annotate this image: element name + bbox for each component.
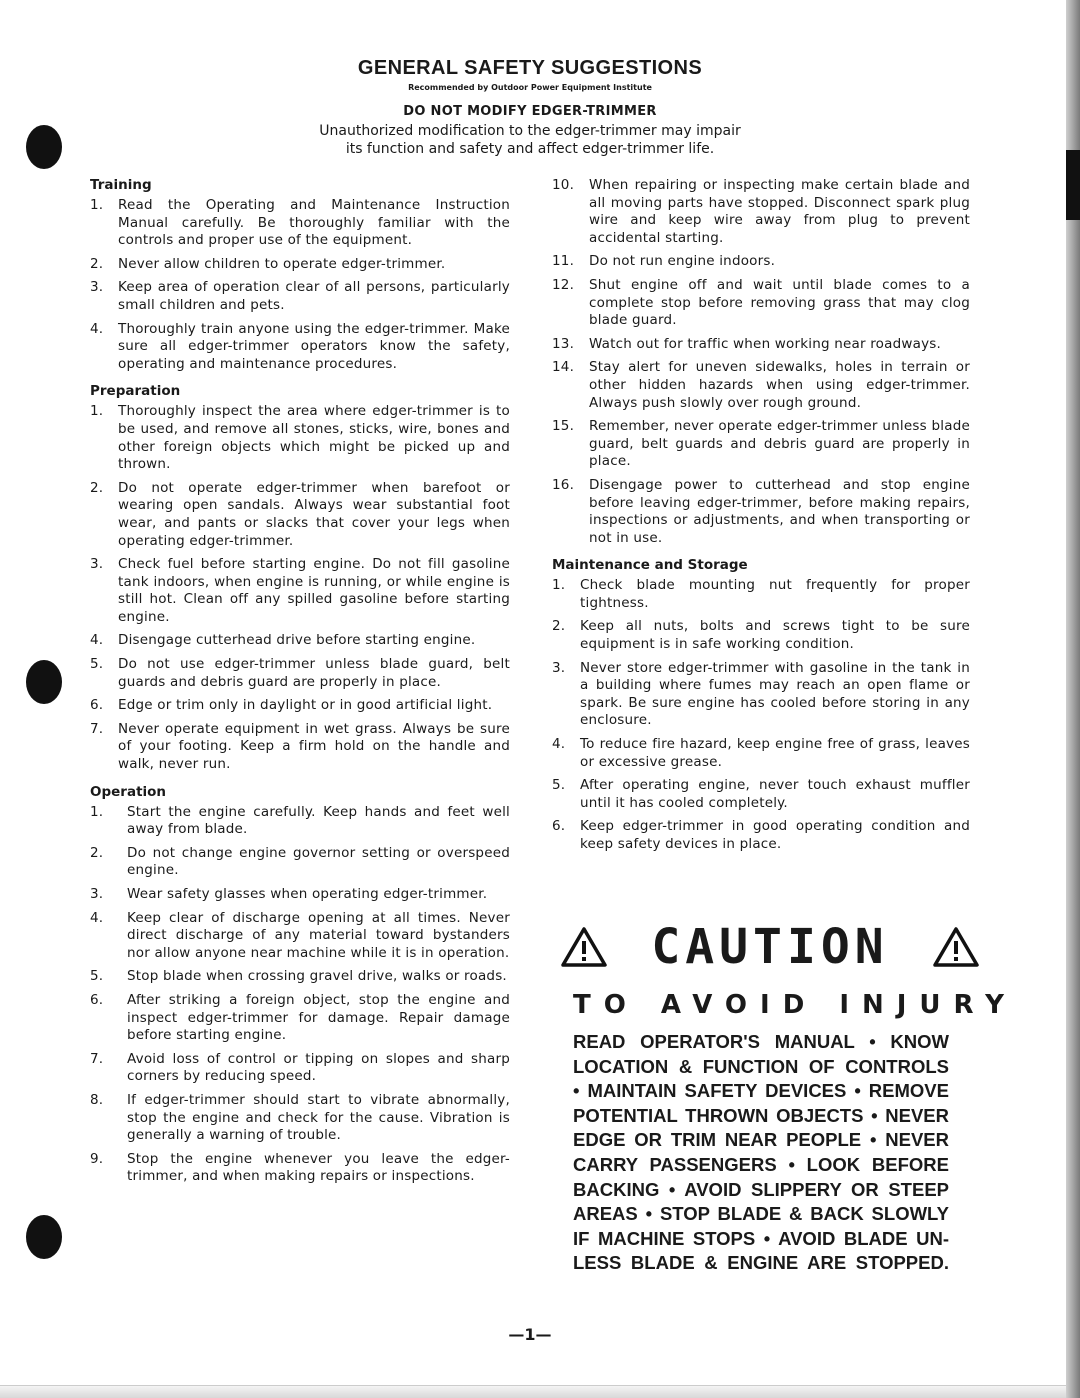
item-text: Remember, never operate edger-trimmer unless blade guard, belt guards and debris guard are properly in place.: [589, 418, 970, 470]
item-number: 6.: [90, 991, 104, 1008]
modify-heading: DO NOT MODIFY EDGER-TRIMMER: [403, 104, 657, 119]
maintenance-item: [552, 777, 970, 812]
operation-item: [90, 968, 510, 986]
item-text: Stop the engine whenever you leave the edger-trimmer, and when making repairs or inspections.: [127, 1150, 510, 1185]
item-number: 11.: [552, 253, 575, 270]
operation-item: [552, 418, 970, 471]
item-text: Do not run engine indoors.: [589, 253, 776, 270]
item-text: Never allow children to operate edger-trimmer.: [118, 255, 446, 272]
item-text: Keep area of operation clear of all persons, particularly small children and pets.: [118, 279, 510, 313]
item-number: 16.: [552, 476, 575, 493]
preparation-item: [90, 403, 510, 473]
item-number: 6.: [552, 818, 566, 835]
preparation-item: [90, 697, 510, 715]
item-number: 12.: [552, 276, 575, 293]
warning-triangle-icon: [560, 926, 608, 968]
item-number: 1.: [90, 197, 104, 213]
operation-item: [90, 910, 510, 963]
item-number: 5.: [90, 968, 104, 985]
item-number: 2.: [552, 618, 566, 635]
item-number: 3.: [552, 659, 566, 676]
warning-triangle-icon: [932, 926, 980, 968]
maintenance-item: [552, 577, 970, 612]
item-text: Thoroughly inspect the area where edger-trimmer is to be used, and remove all stones, sticks, wire, bones and other foreign objects which might be picked up and thrown.: [118, 403, 510, 473]
item-text: Edge or trim only in daylight or in good artificial light.: [118, 697, 493, 714]
item-text: Start the engine carefully. Keep hands and feet well away from blade.: [127, 803, 510, 838]
item-text: Check blade mounting nut frequently for proper tightness.: [580, 577, 970, 611]
preparation-item: [90, 721, 510, 774]
item-number: 1.: [552, 577, 566, 594]
item-text: Keep clear of discharge opening at all times. Never direct discharge of any material toward bystanders nor allow anyone near machine while it is in operation.: [127, 909, 510, 961]
operation-item: [552, 253, 970, 271]
operation-list-continued: [552, 177, 970, 547]
caution-line: EDGE OR TRIM NEAR PEOPLE • NEVER: [573, 1129, 949, 1151]
item-text: Never operate equipment in wet grass. Always be sure of your footing. Keep a firm hold on the handle and walk, never run.: [118, 720, 510, 773]
item-text: Read the Operating and Maintenance Instruction Manual carefully. Be thoroughly familiar with the controls and proper use of the equipment.: [118, 197, 510, 249]
item-text: Avoid loss of control or tipping on slopes and sharp corners by reducing speed.: [127, 1050, 510, 1085]
caution-banner: [560, 919, 980, 975]
item-number: 7.: [90, 720, 104, 737]
item-text: To reduce fire hazard, keep engine free of grass, leaves or excessive grease.: [580, 736, 970, 770]
item-number: 3.: [90, 556, 104, 573]
item-number: 3.: [90, 279, 104, 296]
preparation-item: [90, 556, 510, 626]
modify-text-line-1: Unauthorized modification to the edger-trimmer may impair: [319, 123, 741, 139]
item-text: Disengage power to cutterhead and stop engine before leaving edger-trimmer, before making repairs, inspections or adjustments, and when transporting or not in use.: [589, 476, 970, 546]
item-number: 8.: [90, 1091, 104, 1108]
item-number: 10.: [552, 177, 575, 193]
item-text: Stop blade when crossing gravel drive, walks or roads.: [127, 968, 507, 985]
maintenance-item: [552, 736, 970, 771]
scan-bottom-edge: [0, 1385, 1066, 1398]
maintenance-heading: Maintenance and Storage: [552, 557, 748, 574]
punch-hole: [26, 660, 62, 704]
item-text: After operating engine, never touch exhaust muffler until it has cooled completely.: [580, 777, 970, 811]
operation-list: [90, 804, 510, 1186]
page-number: —1—: [508, 1325, 552, 1344]
item-text: If edger-trimmer should start to vibrate abnormally, stop the engine and check for the cause. Vibration is generally a warning of trouble.: [127, 1091, 510, 1144]
item-number: 2.: [90, 844, 104, 861]
operation-item: [552, 277, 970, 330]
caution-line: CARRY PASSENGERS • LOOK BEFORE: [573, 1153, 949, 1175]
training-list: [90, 197, 510, 373]
caution-line: LOCATION & FUNCTION OF CONTROLS: [573, 1055, 949, 1077]
operation-item: [90, 1051, 510, 1086]
operation-item: [90, 804, 510, 839]
scan-edge-mark: [1066, 150, 1080, 220]
item-number: 15.: [552, 418, 575, 435]
item-number: 3.: [90, 886, 104, 902]
page-title: GENERAL SAFETY SUGGESTIONS: [357, 57, 703, 79]
item-text: Keep edger-trimmer in good operating condition and keep safety devices in place.: [580, 818, 970, 852]
caution-line: BACKING • AVOID SLIPPERY OR STEEP: [573, 1178, 949, 1200]
preparation-list: [90, 403, 510, 773]
caution-line: • MAINTAIN SAFETY DEVICES • REMOVE: [573, 1080, 949, 1102]
item-number: 13.: [552, 335, 575, 352]
item-text: Do not operate edger-trimmer when barefoot or wearing open sandals. Always wear substantial foot wear, and pants or slacks that cover your legs when operating edger-trimmer.: [118, 479, 510, 549]
preparation-item: [90, 632, 510, 650]
caution-word: CAUTION: [651, 919, 889, 975]
training-heading: Training: [90, 177, 152, 193]
maintenance-item: [552, 818, 970, 853]
item-number: 4.: [90, 632, 104, 649]
item-text: Keep all nuts, bolts and screws tight to be sure equipment is in safe working condition.: [580, 618, 970, 653]
item-number: 14.: [552, 359, 575, 376]
operation-item: [552, 177, 970, 247]
training-item: [90, 321, 510, 374]
caution-line: AREAS • STOP BLADE & BACK SLOWLY: [573, 1203, 949, 1225]
maintenance-list: [552, 577, 970, 853]
caution-line: READ OPERATOR'S MANUAL • KNOW: [573, 1031, 949, 1052]
preparation-item: [90, 480, 510, 550]
operation-item: [90, 886, 510, 904]
operation-item: [552, 477, 970, 547]
item-number: 5.: [552, 777, 566, 794]
operation-item: [90, 992, 510, 1045]
modify-text-line-2: its function and safety and affect edger-trimmer life.: [345, 141, 715, 157]
operation-heading: Operation: [90, 783, 167, 800]
item-number: 1.: [90, 803, 104, 820]
operation-item: [90, 845, 510, 880]
avoid-injury-heading: TO AVOID INJURY: [573, 990, 1017, 1020]
item-text: Shut engine off and wait until blade comes to a complete stop before removing grass that may clog blade guard.: [589, 276, 970, 329]
training-item: [90, 256, 510, 274]
item-number: 6.: [90, 697, 104, 714]
maintenance-item: [552, 618, 970, 653]
item-text: Disengage cutterhead drive before starting engine.: [118, 632, 476, 649]
operation-item: [552, 336, 970, 354]
training-item: [90, 197, 510, 250]
item-number: 9.: [90, 1150, 104, 1167]
item-number: 2.: [90, 255, 104, 272]
maintenance-item: [552, 660, 970, 730]
caution-line: POTENTIAL THROWN OBJECTS • NEVER: [573, 1104, 949, 1126]
item-number: 7.: [90, 1050, 104, 1067]
scan-edge: [1066, 0, 1080, 1398]
operation-item: [90, 1151, 510, 1186]
item-number: 4.: [90, 320, 104, 337]
item-text: Check fuel before starting engine. Do not fill gasoline tank indoors, when engine is running, or while engine is still hot. Clean off any spilled gasoline before starting engine.: [118, 556, 510, 625]
caution-line: IF MACHINE STOPS • AVOID BLADE UN-: [573, 1227, 949, 1249]
operation-item: [552, 359, 970, 412]
operation-item: [90, 1092, 510, 1145]
item-text: Never store edger-trimmer with gasoline in the tank in a building where fumes may reach an open flame or spark. Be sure engine has cooled before storing in any enclosure.: [580, 659, 970, 729]
page-header: [0, 57, 1060, 158]
punch-hole: [26, 1215, 62, 1259]
item-text: Watch out for traffic when working near roadways.: [589, 335, 942, 352]
item-text: Do not change engine governor setting or overspeed engine.: [127, 844, 510, 879]
item-text: Wear safety glasses when operating edger-trimmer.: [127, 886, 488, 902]
item-number: 4.: [552, 736, 566, 753]
recommended-by: Recommended by Outdoor Power Equipment Institute: [408, 83, 652, 92]
training-item: [90, 279, 510, 314]
item-number: 4.: [90, 909, 104, 926]
item-text: Stay alert for uneven sidewalks, holes in terrain or other hidden hazards when using edger-trimmer. Always push slowly over rough ground.: [589, 359, 970, 411]
preparation-heading: Preparation: [90, 383, 181, 400]
preparation-item: [90, 656, 510, 691]
item-text: When repairing or inspecting make certain blade and all moving parts have stopped. Disconnect spark plug wire and keep wire away from plug to prevent accidental starting.: [589, 177, 970, 246]
item-number: 5.: [90, 656, 104, 673]
item-text: After striking a foreign object, stop the engine and inspect edger-trimmer for damage. Repair damage before starting engine.: [127, 991, 510, 1044]
caution-line: LESS BLADE & ENGINE ARE STOPPED.: [573, 1252, 949, 1274]
caution-text: [573, 1030, 949, 1276]
item-text: Thoroughly train anyone using the edger-trimmer. Make sure all edger-trimmer operators know the safety, operating and maintenance procedures.: [118, 320, 510, 372]
left-column: [90, 177, 510, 1192]
item-number: 2.: [90, 479, 104, 496]
item-text: Do not use edger-trimmer unless blade guard, belt guards and debris guard are properly in place.: [118, 656, 510, 690]
right-column: [552, 177, 970, 860]
item-number: 1.: [90, 403, 104, 420]
